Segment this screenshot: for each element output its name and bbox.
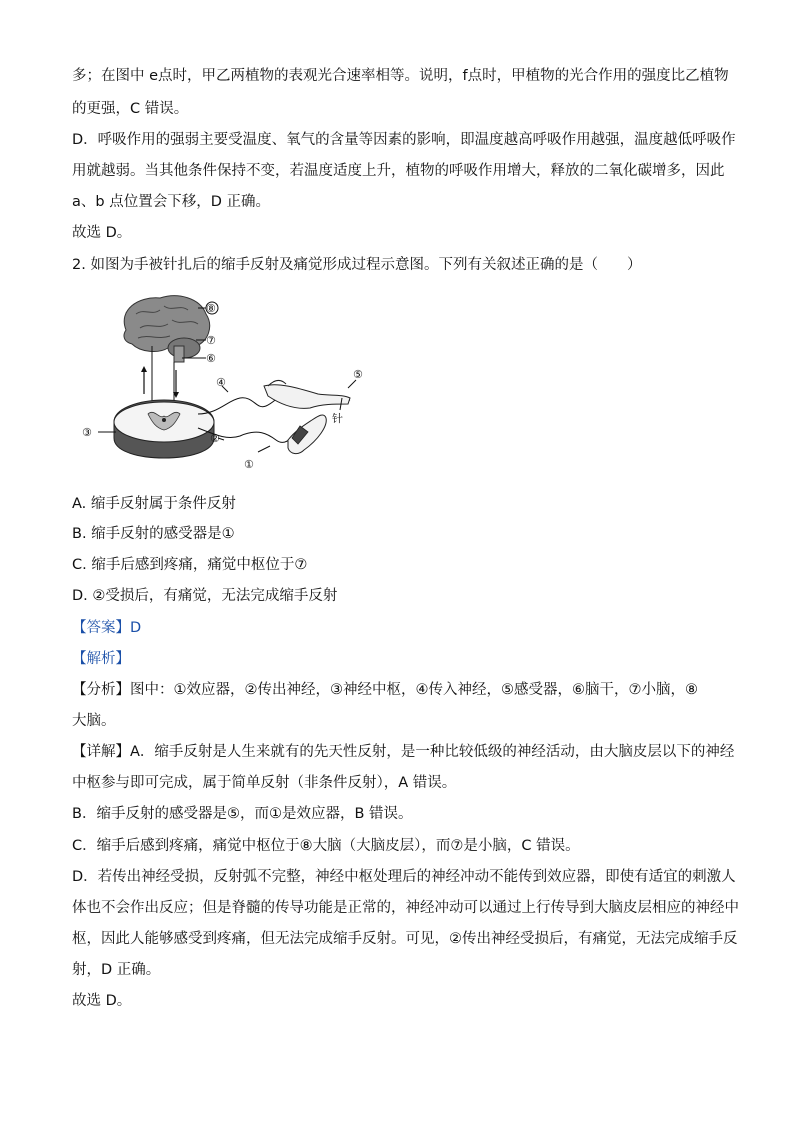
text-line: 用就越弱。当其他条件保持不变，若温度适度上升，植物的呼吸作用增大，释放的二氧化碳增多，因此 (72, 163, 725, 179)
analysis-line: 【分析】图中：①效应器，②传出神经，③神经中枢，④传入神经，⑤感受器，⑥脑干，⑦小脑，⑧ (72, 682, 698, 698)
label-5: ⑤ (353, 368, 363, 381)
spinal-cord-section (114, 400, 214, 458)
reflex-arc-diagram (78, 290, 378, 480)
analysis-line: C．缩手后感到疼痛，痛觉中枢位于⑧大脑（大脑皮层），而⑦是小脑，C 错误。 (72, 838, 580, 854)
option-b: B. 缩手反射的感受器是① (72, 526, 235, 542)
analysis-line: 中枢参与即可完成，属于简单反射（非条件反射），A 错误。 (72, 775, 457, 791)
analysis-line: 故选 D。 (72, 993, 132, 1009)
analysis-label: 【解析】 (72, 651, 130, 667)
label-8: ⑧ (206, 302, 216, 315)
label-7: ⑦ (206, 334, 216, 347)
option-d: D. ②受损后，有痛觉，无法完成缩手反射 (72, 588, 338, 604)
text-line: a、b 点位置会下移，D 正确。 (72, 194, 270, 210)
text-line: 故选 D。 (72, 225, 132, 241)
brain-illustration (124, 296, 210, 362)
text-line: 的更强，C 错误。 (72, 101, 189, 117)
label-3: ③ (82, 426, 92, 439)
needle-label: 针 (332, 412, 343, 425)
text-line: 多；在图中 e点时，甲乙两植物的表观光合速率相等。说明，f点时，甲植物的光合作用的强度比乙植物 (72, 68, 729, 84)
question-stem: 2. 如图为手被针扎后的缩手反射及痛觉形成过程示意图。下列有关叙述正确的是（ ） (72, 257, 642, 273)
analysis-line: 枢，因此人能够感受到疼痛，但无法完成缩手反射。可见，②传出神经受损后，有痛觉，无法完成缩手反 (72, 931, 738, 947)
answer-label: 【答案】D (72, 620, 142, 636)
analysis-line: 【详解】A．缩手反射是人生来就有的先天性反射，是一种比较低级的神经活动，由大脑皮层以下的神经 (72, 744, 735, 760)
analysis-line: D．若传出神经受损，反射弧不完整，神经中枢处理后的神经冲动不能传到效应器，即使有适宜的刺激人 (72, 869, 736, 885)
option-c: C. 缩手后感到疼痛，痛觉中枢位于⑦ (72, 557, 308, 573)
analysis-line: 体也不会作出反应；但是脊髓的传导功能是正常的，神经冲动可以通过上行传导到大脑皮层相应的神经中 (72, 900, 739, 916)
label-4: ④ (216, 376, 226, 389)
label-2: ② (210, 432, 220, 445)
analysis-line: 大脑。 (72, 713, 116, 729)
label-1: ① (244, 458, 254, 471)
option-a: A. 缩手反射属于条件反射 (72, 496, 236, 512)
text-line: D．呼吸作用的强弱主要受温度、氧气的含量等因素的影响，即温度越高呼吸作用越强，温度越低呼吸作 (72, 132, 736, 148)
analysis-line: 射，D 正确。 (72, 962, 161, 978)
analysis-line: B．缩手反射的感受器是⑤，而①是效应器，B 错误。 (72, 806, 413, 822)
label-6: ⑥ (206, 352, 216, 365)
